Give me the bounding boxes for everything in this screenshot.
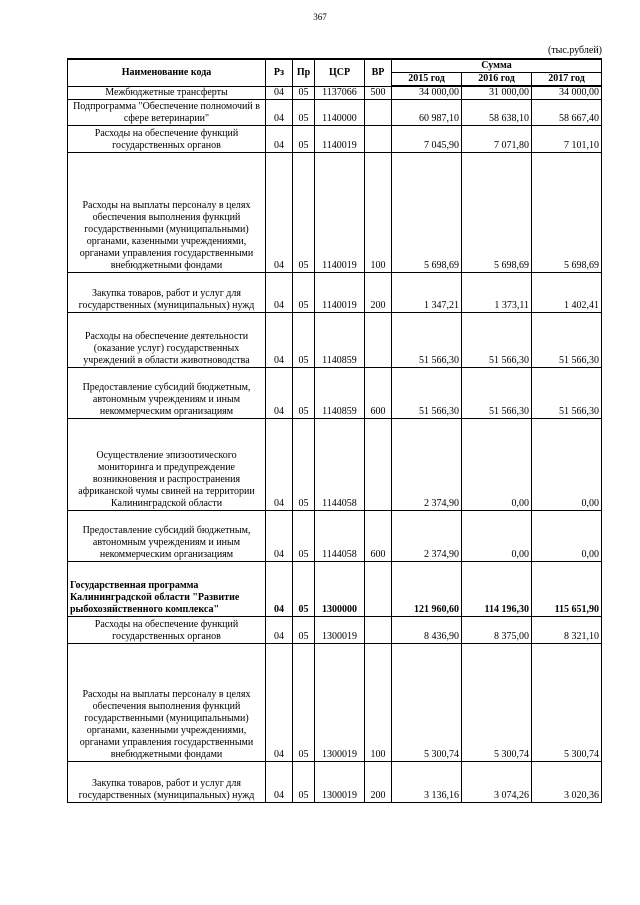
row-csr-cell: 1140859 [315,313,365,368]
row-sum-2016-cell: 0,00 [462,419,532,511]
row-name-cell: Предоставление субсидий бюджетным, автономным учреждениям и иным некоммерческим организациям [68,511,266,562]
page-number: 367 [313,12,327,22]
row-sum-2016-cell: 5 300,74 [462,644,532,762]
row-csr-cell: 1300019 [315,644,365,762]
row-rz-cell: 04 [266,617,293,644]
row-vr-cell [365,100,392,126]
row-name-cell: Расходы на обеспечение функций государственных органов [68,617,266,644]
row-name-cell: Межбюджетные трансферты [68,86,266,100]
row-sum-2015-cell: 5 698,69 [392,153,462,273]
row-csr-cell: 1300019 [315,617,365,644]
header-vr: ВР [365,59,392,86]
row-csr-cell: 1144058 [315,511,365,562]
row-rz-cell: 04 [266,419,293,511]
row-sum-2015-cell: 7 045,90 [392,126,462,153]
row-sum-2015-cell: 51 566,30 [392,313,462,368]
table-row [68,644,602,762]
row-rz-cell: 04 [266,153,293,273]
row-sum-2016-cell: 8 375,00 [462,617,532,644]
row-sum-2017-cell: 51 566,30 [532,313,602,368]
row-pr-cell: 05 [293,511,315,562]
row-pr-cell: 05 [293,153,315,273]
units-label: (тыс.рублей) [547,45,602,56]
row-sum-2015-cell: 51 566,30 [392,368,462,419]
row-vr-cell: 500 [365,86,392,100]
header-sum: Сумма [392,59,602,73]
row-csr-cell: 1140019 [315,153,365,273]
header-2017: 2017 год [532,73,602,87]
row-name-cell: Расходы на выплаты персоналу в целях обеспечения выполнения функций государственными (муниципальными) органами, казенными учреждениями, органами управления государственными внебюджетными фондами [68,644,266,762]
row-sum-2016-cell: 0,00 [462,511,532,562]
row-pr-cell: 05 [293,644,315,762]
row-sum-2015-cell: 2 374,90 [392,511,462,562]
header-csr: ЦСР [315,59,365,86]
header-2016: 2016 год [462,73,532,87]
row-vr-cell [365,126,392,153]
row-vr-cell: 600 [365,511,392,562]
row-name-cell: Осуществление эпизоотического мониторинга и предупреждение возникновения и распространения африканской чумы свиней на территории Калининградской области [68,419,266,511]
row-pr-cell: 05 [293,86,315,100]
row-csr-cell: 1137066 [315,86,365,100]
row-sum-2015-cell: 2 374,90 [392,419,462,511]
row-sum-2015-cell: 5 300,74 [392,644,462,762]
row-sum-2017-cell: 7 101,10 [532,126,602,153]
row-vr-cell [365,313,392,368]
row-sum-2015-cell: 121 960,60 [392,562,462,617]
row-sum-2017-cell: 34 000,00 [532,86,602,100]
row-csr-cell: 1300019 [315,762,365,803]
row-pr-cell: 05 [293,273,315,313]
row-pr-cell: 05 [293,313,315,368]
row-rz-cell: 04 [266,273,293,313]
row-name-cell: Закупка товаров, работ и услуг для государственных (муниципальных) нужд [68,762,266,803]
row-vr-cell: 100 [365,644,392,762]
row-vr-cell [365,617,392,644]
row-pr-cell: 05 [293,368,315,419]
table-row [68,511,602,562]
row-sum-2017-cell: 5 698,69 [532,153,602,273]
header-pr: Пр [293,59,315,86]
row-sum-2016-cell: 3 074,26 [462,762,532,803]
row-pr-cell: 05 [293,126,315,153]
row-sum-2017-cell: 115 651,90 [532,562,602,617]
row-sum-2016-cell: 1 373,11 [462,273,532,313]
table-row [68,562,602,617]
row-sum-2016-cell: 7 071,80 [462,126,532,153]
table-row [68,153,602,273]
table-row [68,273,602,313]
row-vr-cell: 100 [365,153,392,273]
table-row [68,762,602,803]
row-sum-2015-cell: 1 347,21 [392,273,462,313]
row-vr-cell: 200 [365,762,392,803]
table-row [68,313,602,368]
row-sum-2017-cell: 1 402,41 [532,273,602,313]
row-sum-2015-cell: 3 136,16 [392,762,462,803]
table-row [68,100,602,126]
row-rz-cell: 04 [266,100,293,126]
row-name-cell: Расходы на обеспечение функций государственных органов [68,126,266,153]
row-rz-cell: 04 [266,762,293,803]
row-sum-2017-cell: 5 300,74 [532,644,602,762]
header-rz: Рз [266,59,293,86]
row-csr-cell: 1140019 [315,126,365,153]
table-row [68,419,602,511]
table-row [68,126,602,153]
row-name-cell: Закупка товаров, работ и услуг для государственных (муниципальных) нужд [68,273,266,313]
row-sum-2015-cell: 8 436,90 [392,617,462,644]
row-csr-cell: 1140019 [315,273,365,313]
row-name-cell: Государственная программа Калининградской области "Развитие рыбохозяйственного комплекса" [68,562,266,617]
row-sum-2016-cell: 58 638,10 [462,100,532,126]
header-name: Наименование кода [68,59,266,86]
row-sum-2017-cell: 3 020,36 [532,762,602,803]
table-row [68,86,602,100]
table-body [68,86,602,803]
row-vr-cell [365,419,392,511]
row-pr-cell: 05 [293,762,315,803]
row-vr-cell: 600 [365,368,392,419]
row-sum-2017-cell: 58 667,40 [532,100,602,126]
row-csr-cell: 1300000 [315,562,365,617]
row-name-cell: Предоставление субсидий бюджетным, автономным учреждениям и иным некоммерческим организациям [68,368,266,419]
row-pr-cell: 05 [293,419,315,511]
row-sum-2017-cell: 51 566,30 [532,368,602,419]
row-csr-cell: 1140000 [315,100,365,126]
row-sum-2016-cell: 31 000,00 [462,86,532,100]
row-name-cell: Расходы на обеспечение деятельности (оказание услуг) государственных учреждений в области животноводства [68,313,266,368]
row-sum-2015-cell: 34 000,00 [392,86,462,100]
row-sum-2017-cell: 8 321,10 [532,617,602,644]
row-pr-cell: 05 [293,617,315,644]
row-sum-2016-cell: 51 566,30 [462,368,532,419]
row-rz-cell: 04 [266,126,293,153]
row-sum-2017-cell: 0,00 [532,511,602,562]
row-csr-cell: 1144058 [315,419,365,511]
row-rz-cell: 04 [266,86,293,100]
row-rz-cell: 04 [266,644,293,762]
row-sum-2016-cell: 51 566,30 [462,313,532,368]
row-name-cell: Расходы на выплаты персоналу в целях обеспечения выполнения функций государственными (муниципальными) органами, казенными учреждениями, органами управления государственными внебюджетными фондами [68,153,266,273]
row-rz-cell: 04 [266,511,293,562]
row-sum-2015-cell: 60 987,10 [392,100,462,126]
row-rz-cell: 04 [266,368,293,419]
table-row [68,368,602,419]
row-rz-cell: 04 [266,313,293,368]
row-sum-2017-cell: 0,00 [532,419,602,511]
row-name-cell: Подпрограмма "Обеспечение полномочий в сфере ветеринарии" [68,100,266,126]
table-row [68,617,602,644]
row-sum-2016-cell: 5 698,69 [462,153,532,273]
budget-table [67,58,602,803]
row-pr-cell: 05 [293,562,315,617]
row-pr-cell: 05 [293,100,315,126]
row-vr-cell [365,562,392,617]
row-rz-cell: 04 [266,562,293,617]
header-2015: 2015 год [392,73,462,87]
row-sum-2016-cell: 114 196,30 [462,562,532,617]
row-csr-cell: 1140859 [315,368,365,419]
row-vr-cell: 200 [365,273,392,313]
